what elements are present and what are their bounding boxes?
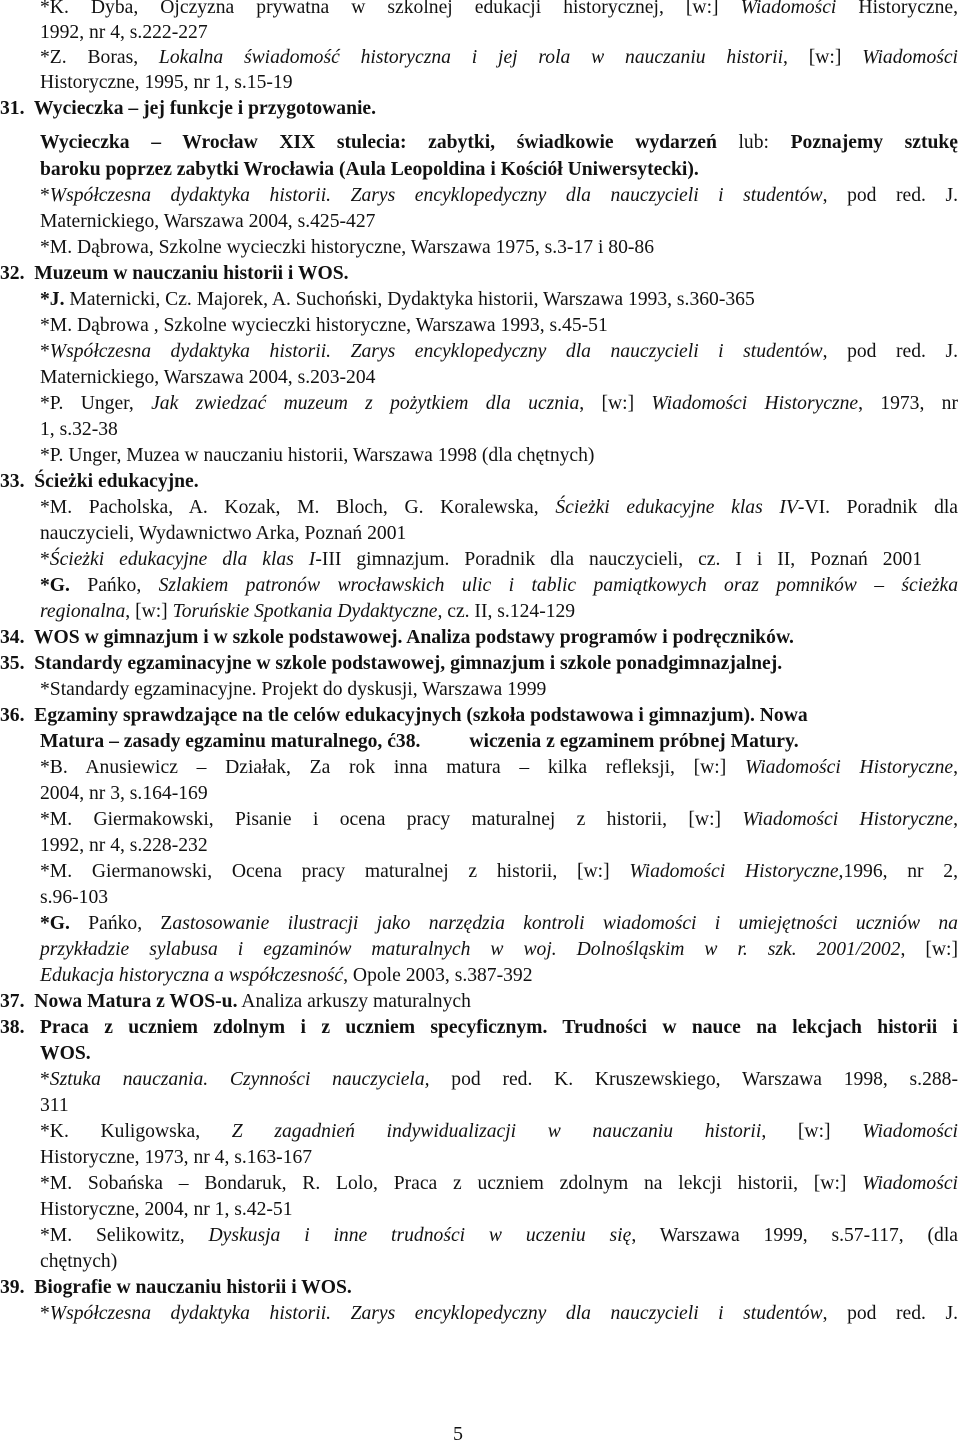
text-segment: Matura – zasady egzaminu maturalnego, ć38. wiczenia z egzaminem próbnej Matury. [40, 731, 799, 752]
text-line [40, 782, 208, 806]
text-segment: , [w:] [783, 47, 863, 68]
text-segment: astosowanie ilustracji jako narzędzia kontroli wiadomości i umiejętności uczniów na [172, 913, 958, 934]
text-line [40, 1042, 91, 1066]
text-segment: , [w:] [900, 939, 958, 960]
text-line [40, 288, 755, 312]
text-segment: , pod red. J. [822, 1303, 958, 1324]
text-segment: 37. Nowa Matura z WOS-u. [0, 991, 238, 1012]
text-segment: *M. Dąbrowa, Szkolne wycieczki historyczne, Warszawa 1975, s.3-17 i 80-86 [40, 237, 655, 258]
text-segment: Współczesna dydaktyka historii. Zarys encyklopedyczny dla nauczycieli i studentów [49, 185, 823, 206]
text-segment: *M. Giermanowski, Ocena pracy maturalnej z historii, [w:] [40, 861, 630, 882]
text-segment: Wiadomości Historyczne [742, 809, 954, 830]
page-number: 5 [453, 1423, 463, 1445]
text-segment: Historyczne, [836, 0, 959, 18]
text-segment: 1992, nr 4, s.228-232 [40, 835, 208, 856]
text-segment: *J. [40, 289, 65, 310]
text-segment: 1992, nr 4, s.222-227 [40, 22, 208, 43]
text-segment: , pod red. J. [822, 341, 958, 362]
text-line [40, 236, 654, 260]
text-segment: lub: [716, 132, 791, 153]
text-line [40, 860, 958, 884]
text-line [40, 1094, 69, 1118]
text-segment: *Z. Boras, [40, 47, 159, 68]
text-line [40, 548, 922, 572]
text-segment: * [40, 1069, 50, 1090]
text-segment: Pańko, Z [69, 913, 173, 934]
text-line [40, 0, 958, 20]
text-segment: Wiadomości [862, 1173, 958, 1194]
text-segment: WOS. [40, 1043, 91, 1064]
text-line [40, 496, 958, 520]
text-segment: nauczycieli, Wydawnictwo Arka, Poznań 2001 [40, 523, 407, 544]
text-segment: , [w:] [761, 1121, 863, 1142]
text-line [40, 834, 208, 858]
text-line [0, 1276, 352, 1300]
text-segment: Wiadomości Historyczne [651, 393, 859, 414]
text-segment: *K. Dyba, Ojczyzna prywatna w szkolnej edukacji historycznej, [w:] [40, 0, 741, 18]
text-segment: *M. Pacholska, A. Kozak, M. Bloch, G. Koralewska, [40, 497, 556, 518]
text-line [40, 1250, 117, 1274]
text-segment: 36. Egzaminy sprawdzające na tle celów edukacyjnych (szkoła podstawowa i gimnazjum). Nowa [0, 705, 808, 726]
text-line [40, 912, 958, 936]
text-line [40, 184, 958, 208]
text-line [40, 1198, 293, 1222]
text-segment: -III gimnazjum. Poradnik dla nauczycieli, cz. I i II, Poznań 2001 [315, 549, 922, 570]
text-segment: chętnych) [40, 1251, 118, 1272]
text-segment: * [40, 549, 50, 570]
text-line [0, 262, 349, 286]
text-segment: 34. WOS w gimnazjum i w szkole podstawowej. Analiza podstawy programów i podręczników. [0, 627, 794, 648]
text-line [40, 522, 406, 546]
text-segment: cz. II, s.124-129 [442, 601, 576, 622]
text-line [40, 158, 699, 182]
text-segment: * [40, 185, 50, 206]
text-segment: pod red. K. Kruszewskiego, Warszawa 1998, s.288- [429, 1069, 958, 1090]
text-segment: Maternicki, Cz. Majorek, A. Suchoński, Dydaktyka historii, Warszawa 1993, s.360-365 [64, 289, 755, 310]
text-segment: -VI. Poradnik dla [797, 497, 959, 518]
text-segment: 39. Biografie w nauczaniu historii i WOS. [0, 1277, 352, 1298]
text-line [40, 730, 799, 754]
text-segment: 1996, nr 2, [843, 861, 959, 882]
text-segment: *P. Unger, [40, 393, 152, 414]
text-segment: Szlakiem patronów wrocławskich ulic i tablic pamiątkowych oraz pomników – ścieżka [158, 575, 958, 596]
text-segment: *B. Anusiewicz – Działak, Za rok inna matura – kilka refleksji, [w:] [40, 757, 745, 778]
text-segment: Jak zwiedzać muzeum z pożytkiem dla ucznia [151, 393, 580, 414]
text-segment: 33. Ścieżki edukacyjne. [0, 471, 199, 492]
text-line [40, 314, 608, 338]
text-line [0, 626, 794, 650]
text-line [40, 210, 375, 234]
text-line [0, 470, 199, 494]
text-segment: przykładzie sylabusa i egzaminów maturalnych w woj. Dolnośląskim w r. szk. 2001/2002 [40, 939, 901, 960]
text-line [40, 1068, 958, 1092]
text-segment: 32. Muzeum w nauczaniu historii i WOS. [0, 263, 349, 284]
text-segment: , [953, 757, 958, 778]
text-line [40, 366, 375, 390]
text-line [40, 21, 208, 45]
text-line [40, 574, 958, 598]
text-segment: 1, s.32-38 [40, 419, 118, 440]
text-segment: , Opole 2003, s.387-392 [343, 965, 533, 986]
text-segment: 38. Praca z uczniem zdolnym i z uczniem specyficznym. Trudności w nauce na lekcjach historii i [0, 1017, 958, 1038]
text-segment: , [953, 809, 958, 830]
text-line [40, 1302, 958, 1326]
text-line [40, 886, 108, 910]
text-line [40, 808, 958, 832]
text-segment: Lokalna świadomość historyczna i jej rola w nauczaniu historii [158, 47, 784, 68]
text-segment: *P. Unger, Muzea w nauczaniu historii, Warszawa 1998 (dla chętnych) [40, 445, 595, 466]
text-segment: Z zagadnień indywidualizacji w nauczaniu historii [231, 1121, 762, 1142]
text-segment: Maternickiego, Warszawa 2004, s.425-427 [40, 211, 376, 232]
text-segment: Wiadomości [862, 1121, 958, 1142]
text-segment: Toruńskie Spotkania Dydaktyczne, [172, 601, 443, 622]
text-segment: 35. Standardy egzaminacyjne w szkole podstawowej, gimnazjum i szkole ponadgimnazjalnej. [0, 653, 783, 674]
text-line [0, 652, 782, 676]
text-line [40, 444, 594, 468]
text-line [40, 392, 958, 416]
text-line [0, 704, 808, 728]
text-segment: Współczesna dydaktyka historii. Zarys encyklopedyczny dla nauczycieli i studentów [49, 1303, 823, 1324]
text-segment: Maternickiego, Warszawa 2004, s.203-204 [40, 367, 376, 388]
text-segment: Sztuka nauczania. Czynności nauczyciela, [49, 1069, 430, 1090]
text-segment: , pod red. J. [822, 185, 958, 206]
text-segment: 31. Wycieczka – jej funkcje i przygotowanie. [0, 98, 377, 119]
text-segment: Historyczne, 1995, nr 1, s.15-19 [40, 72, 293, 93]
text-line [0, 97, 376, 121]
text-segment: , 1973, nr [858, 393, 959, 414]
text-segment: , [w:] [579, 393, 652, 414]
text-line [40, 938, 958, 962]
text-segment: Wiadomości Historyczne [744, 757, 954, 778]
text-line [40, 600, 575, 624]
text-segment: 2004, nr 3, s.164-169 [40, 783, 208, 804]
text-segment: *G. [40, 913, 70, 934]
text-segment: Współczesna dydaktyka historii. Zarys encyklopedyczny dla nauczycieli i studentów [49, 341, 823, 362]
text-segment: * [40, 341, 50, 362]
text-segment: Historyczne, 1973, nr 4, s.163-167 [40, 1147, 313, 1168]
text-line [40, 756, 958, 780]
text-segment: *M. Dąbrowa , Szkolne wycieczki historyczne, Warszawa 1993, s.45-51 [40, 315, 608, 336]
text-segment: regionalna [40, 601, 126, 622]
text-segment: Historyczne, 2004, nr 1, s.42-51 [40, 1199, 293, 1220]
text-line [0, 1016, 958, 1040]
text-segment: *M. Selikowitz, [40, 1225, 209, 1246]
text-segment: *Standardy egzaminacyjne. Projekt do dyskusji, Warszawa 1999 [40, 679, 547, 700]
text-line [40, 964, 533, 988]
text-segment: Edukacja historyczna a współczesność [40, 965, 344, 986]
text-segment: Ścieżki edukacyjne klas IV [555, 497, 798, 518]
text-segment: *K. Kuligowska, [40, 1121, 232, 1142]
text-line [40, 71, 293, 95]
text-segment: , [w:] [125, 601, 173, 622]
text-line [40, 678, 546, 702]
text-line [40, 1146, 312, 1170]
text-segment: *M. Sobańska – Bondaruk, R. Lolo, Praca z uczniem zdolnym na lekcji historii, [w:] [40, 1173, 863, 1194]
text-line [0, 990, 471, 1014]
text-line [40, 1224, 958, 1248]
text-segment: Ścieżki edukacyjne dla klas I [49, 549, 316, 570]
text-line [40, 340, 958, 364]
text-line [40, 46, 958, 70]
text-segment: *M. Giermakowski, Pisanie i ocena pracy maturalnej z historii, [w:] [40, 809, 743, 830]
text-segment: Pańko, [69, 575, 159, 596]
text-segment: Wiadomości [740, 0, 837, 18]
text-segment: Wycieczka – Wrocław XIX stulecia: zabytki, świadkowie wydarzeń [40, 132, 717, 153]
text-segment: baroku poprzez zabytki Wrocławia (Aula Leopoldina i Kościół Uniwersytecki). [40, 159, 699, 180]
text-segment: Poznajemy sztukę [790, 132, 959, 153]
text-segment: s.96-103 [40, 887, 109, 908]
text-line [40, 1120, 958, 1144]
text-segment: * [40, 1303, 50, 1324]
text-segment: , Warszawa 1999, s.57-117, (dla [631, 1225, 958, 1246]
text-segment: Dyskusja i inne trudności w uczeniu się [208, 1225, 632, 1246]
text-segment: *G. [40, 575, 70, 596]
text-segment: 311 [40, 1095, 69, 1116]
text-line [40, 131, 958, 155]
text-segment: Wiadomości [862, 47, 959, 68]
text-line [40, 1172, 958, 1196]
text-line [40, 418, 118, 442]
text-segment: Wiadomości Historyczne, [629, 861, 844, 882]
text-segment: Analiza arkuszy maturalnych [237, 991, 471, 1012]
